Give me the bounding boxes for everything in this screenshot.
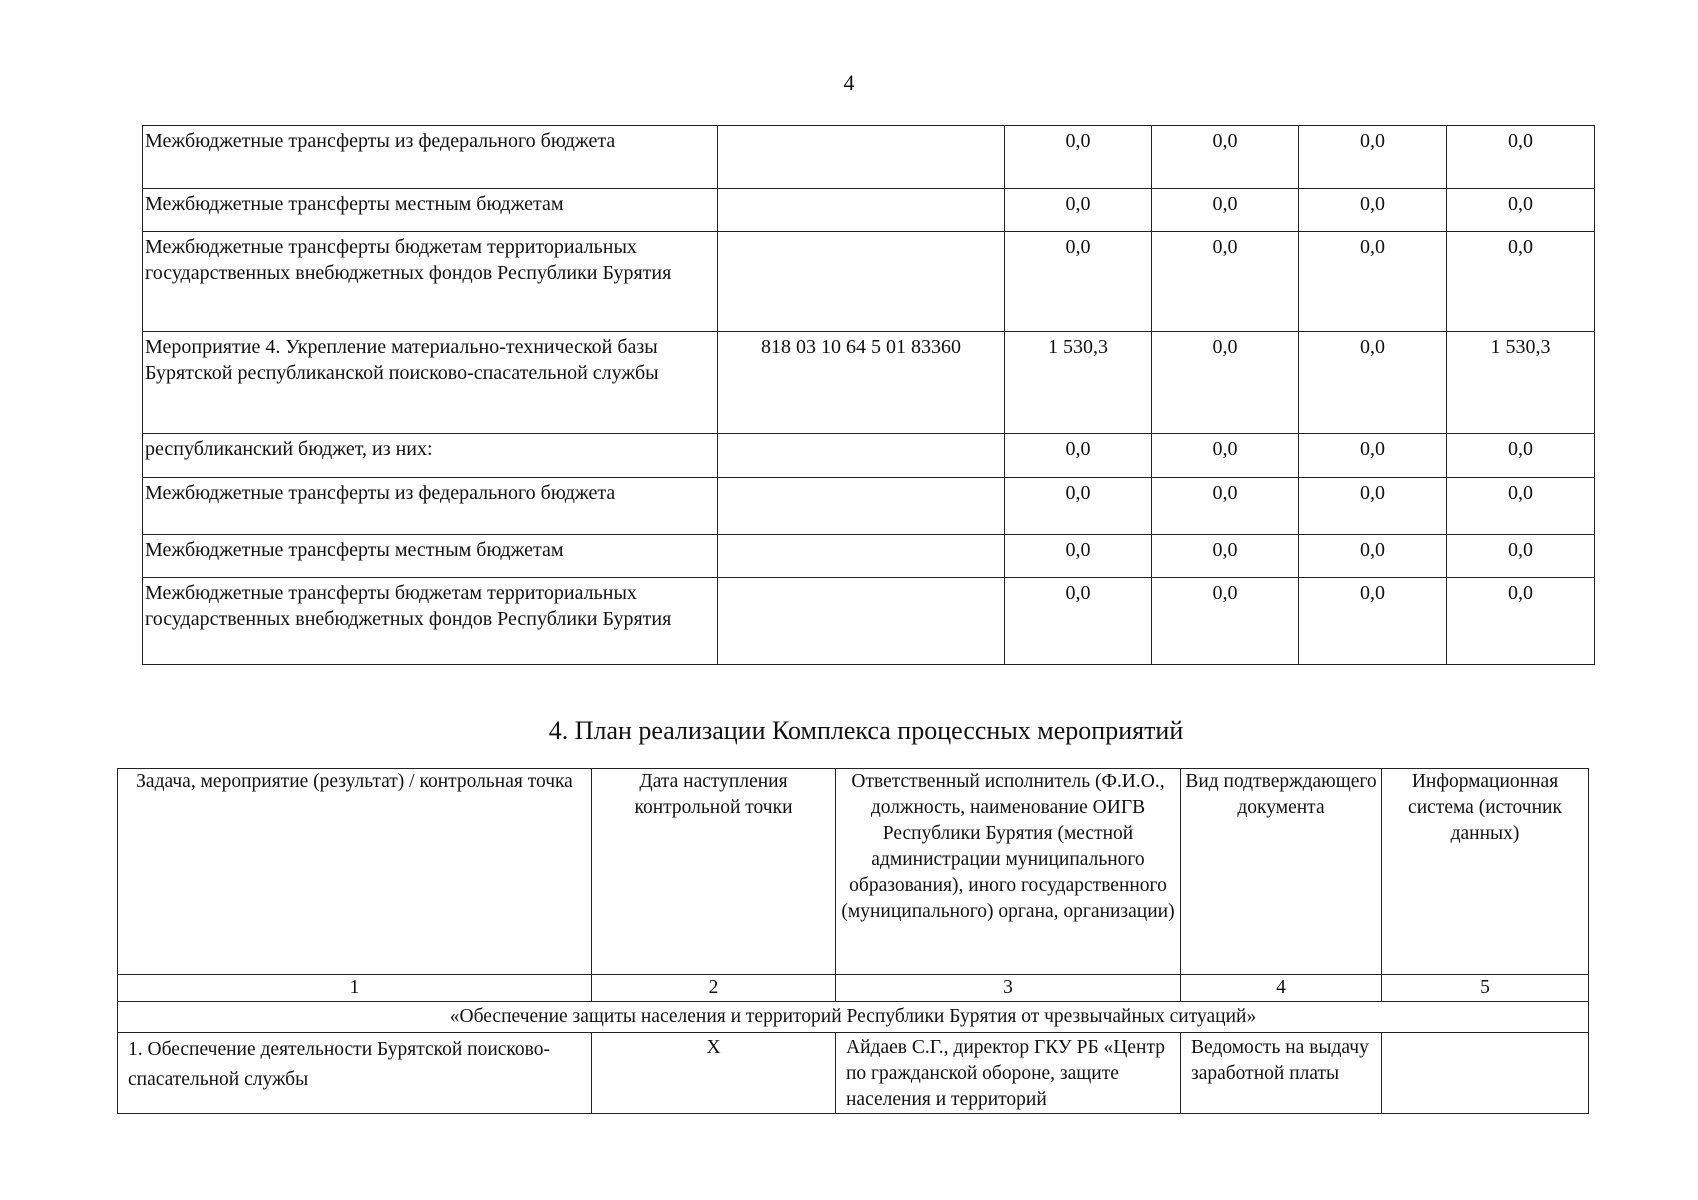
value-cell: 0,0	[1447, 478, 1595, 535]
value-cell: 0,0	[1299, 332, 1447, 434]
table-row	[143, 578, 1595, 665]
value-cell: 1 530,3	[1005, 332, 1152, 434]
value-cell: 0,0	[1299, 434, 1447, 478]
value-cell: 0,0	[1299, 126, 1447, 189]
value-cell: 0,0	[1152, 478, 1299, 535]
value-cell: 0,0	[1152, 332, 1299, 434]
section-title: 4. План реализации Комплекса процессных мероприятий	[548, 716, 1184, 745]
group-title: «Обеспечение защиты населения и территорий Республики Бурятия от чрезвычайных ситуаций»	[118, 1002, 1589, 1033]
column-number: 5	[1382, 975, 1589, 1002]
page-number: 4	[843, 70, 855, 95]
value-cell: 0,0	[1152, 535, 1299, 578]
table-row	[143, 434, 1595, 478]
budget-code: 818 03 10 64 5 01 83360	[718, 332, 1005, 434]
value-cell: 0,0	[1447, 189, 1595, 232]
value-cell: 0,0	[1005, 434, 1152, 478]
budget-code	[718, 232, 1005, 332]
value-cell: 0,0	[1005, 232, 1152, 332]
value-cell: 0,0	[1152, 232, 1299, 332]
value-cell: 1 530,3	[1447, 332, 1595, 434]
row-label: Межбюджетные трансферты из федерального бюджета	[143, 478, 718, 535]
column-header: Информационная система (источник данных)	[1382, 769, 1589, 975]
table-row	[143, 535, 1595, 578]
value-cell: 0,0	[1447, 578, 1595, 665]
table-row	[143, 189, 1595, 232]
value-cell: 0,0	[1005, 478, 1152, 535]
system-cell	[1382, 1033, 1589, 1114]
value-cell: 0,0	[1447, 434, 1595, 478]
value-cell: 0,0	[1005, 578, 1152, 665]
row-label: Межбюджетные трансферты местным бюджетам	[143, 189, 718, 232]
row-label: Мероприятие 4. Укрепление материально-технической базы Бурятской республиканской поисково-спасательной службы	[143, 332, 718, 434]
column-number: 4	[1181, 975, 1382, 1002]
document-cell: Ведомость на выдачу заработной платы	[1181, 1033, 1382, 1114]
table-row	[118, 1033, 1589, 1114]
column-header: Ответственный исполнитель (Ф.И.О., должность, наименование ОИГВ Республики Бурятия (местной администрации муниципального образования), иного государственного (муниципального) органа, организации)	[836, 769, 1181, 975]
header-row	[118, 769, 1589, 975]
value-cell: 0,0	[1299, 578, 1447, 665]
row-label: Межбюджетные трансферты бюджетам территориальных государственных внебюджетных фондов Республики Бурятия	[143, 232, 718, 332]
column-number: 2	[592, 975, 836, 1002]
executor-cell: Айдаев С.Г., директор ГКУ РБ «Центр по гражданской обороне, защите населения и территорий	[836, 1033, 1181, 1114]
group-row	[118, 1002, 1589, 1033]
budget-table	[142, 125, 1595, 665]
row-label: Межбюджетные трансферты бюджетам территориальных государственных внебюджетных фондов Республики Бурятия	[143, 578, 718, 665]
column-number: 1	[118, 975, 592, 1002]
value-cell: 0,0	[1299, 232, 1447, 332]
table-row	[143, 126, 1595, 189]
column-header: Задача, мероприятие (результат) / контрольная точка	[118, 769, 592, 975]
table-row	[143, 478, 1595, 535]
budget-code	[718, 189, 1005, 232]
value-cell: 0,0	[1005, 189, 1152, 232]
column-number-row	[118, 975, 1589, 1002]
budget-code	[718, 478, 1005, 535]
value-cell: 0,0	[1152, 434, 1299, 478]
row-label: республиканский бюджет, из них:	[143, 434, 718, 478]
value-cell: 0,0	[1447, 535, 1595, 578]
value-cell: 0,0	[1005, 535, 1152, 578]
column-number: 3	[836, 975, 1181, 1002]
value-cell: 0,0	[1299, 535, 1447, 578]
plan-table	[117, 768, 1589, 1114]
value-cell: 0,0	[1447, 126, 1595, 189]
value-cell: 0,0	[1005, 126, 1152, 189]
budget-code	[718, 434, 1005, 478]
value-cell: 0,0	[1152, 126, 1299, 189]
table-row	[143, 332, 1595, 434]
task-cell: 1. Обеспечение деятельности Бурятской поисково-спасательной службы	[118, 1033, 592, 1114]
row-label: Межбюджетные трансферты из федерального бюджета	[143, 126, 718, 189]
budget-code	[718, 126, 1005, 189]
column-header: Дата наступления контрольной точки	[592, 769, 836, 975]
table-row	[143, 232, 1595, 332]
row-label: Межбюджетные трансферты местным бюджетам	[143, 535, 718, 578]
date-cell: Х	[592, 1033, 836, 1114]
value-cell: 0,0	[1299, 189, 1447, 232]
value-cell: 0,0	[1447, 232, 1595, 332]
value-cell: 0,0	[1152, 189, 1299, 232]
budget-code	[718, 578, 1005, 665]
value-cell: 0,0	[1152, 578, 1299, 665]
column-header: Вид подтверждающего документа	[1181, 769, 1382, 975]
budget-code	[718, 535, 1005, 578]
value-cell: 0,0	[1299, 478, 1447, 535]
